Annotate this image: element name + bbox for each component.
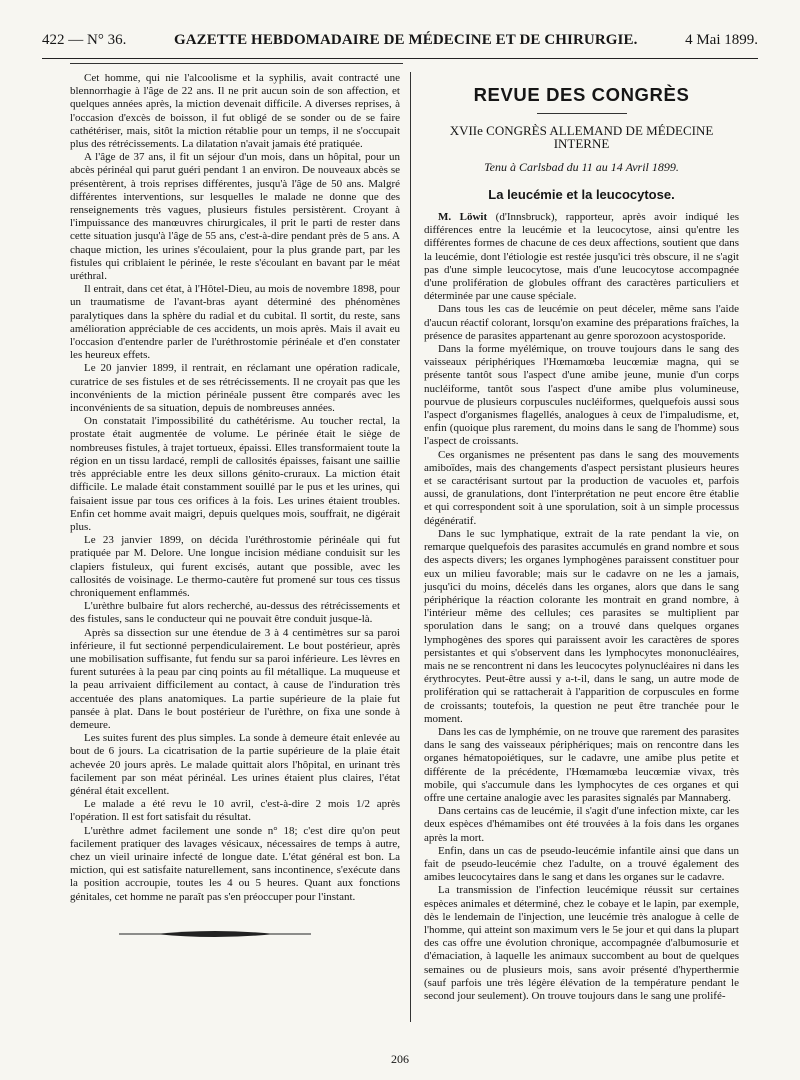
running-header xyxy=(42,32,758,49)
paragraph: Dans tous les cas de leucémie on peut déceler, même sans l'aide d'aucun réactif colorant, lorsqu'on examine des préparations fraîches, la présence de parasites appartenant au genre sporozoon acystosporide. xyxy=(424,303,739,342)
paragraph-text: (d'Innsbruck), rapporteur, après avoir indiqué les différences entre la leucémie et la leucocytose, ainsi qu'entre les différentes formes de chacune de ces deux affections, soutient que dans la leucémie, dont l'étiologie est restée jusqu'ici très obscure, il ne s'agit pas d'une simple leucocytose, mais d'une leucocytose accompagnée d'une prolifération de globules offrant des caractères particuliers et déterminée par une cause spéciale. xyxy=(424,211,739,303)
congress-subtitle: Tenu à Carlsbad du 11 au 14 Avril 1899. xyxy=(484,159,679,174)
title-rule xyxy=(537,113,627,114)
page-issue-number: 422 — N° 36. xyxy=(42,32,127,48)
paragraph xyxy=(424,211,739,303)
paragraph: Les suites furent des plus simples. La sonde à demeure était enlevée au bout de 6 jours. La cicatrisation de la partie supérieure de la plaie était achevée 20 jours après. Le malade quittait alors l'hôpital, en urinant très facilement par son méat périnéal. Les urines étaient plus claires, l'état général était excellent. xyxy=(70,732,400,797)
paragraph: Dans les cas de lymphémie, on ne trouve que rarement des parasites dans le sang des vaisseaux périphériques; mais on rencontre dans les organes hématopoiétiques, sur le cadavre, une amibe plus petite et différente de la précédente, l'Hœmamœba leucœmiæ vivax, très mobile, qui s'accumule dans les lymphocytes de ces organes et qui offre une certaine analogie avec les parasites signalés par Mannaberg. xyxy=(424,725,739,804)
paragraph: Dans le suc lymphatique, extrait de la rate pendant la vie, on remarque quelquefois des parasites accumulés en grand nombre et sous des aspects divers; les organes lymphogènes paraissent constituer pour eux un milieu favorable; mais sur le cadavre on ne les a jamais, jusqu'ici du moins, décelés dans les organes, alors que dans le sang périphérique la réaction colorante les montrait en grand nombre, à l'intérieur même des cellules; ces parasites se multiplient par sporulation dans le sang; on a trouvé dans quelques organes lymphogènes des spores qui paraissent avoir les caractères de spores persistantes et qui s'observent dans les lymphocytes mononucléaires, mais ne se rencontrent ni dans les leucocytes polynucléaires ni dans les érythrocytes. Peut-être aussi y a-t-il, dans le sang, un autre mode de prolifération qui se rattacherait à l'apparition de corpuscules en forme de croissants; toutefois, la question ne peut être tranchée pour le moment. xyxy=(424,527,739,725)
paragraph: Après sa dissection sur une étendue de 3 à 4 centimètres sur sa paroi inférieure, il fut sectionné perpendiculairement. Le bout postérieur, après une mobilisation suffisante, fut fendu sur sa paroi inférieure. Les lèvres en furent suturées à la peau par cinq points au fil métallique. La muqueuse et la peau arrivaient difficilement au contact, à cause de l'induration très accentuée des plans anatomiques. La partie supérieure de la plaie fut pansée à plat. Dans le bout postérieur de l'urèthre, on fixa une sonde à demeure. xyxy=(70,626,400,731)
paragraph: Le 23 janvier 1899, on décida l'uréthrostomie périnéale qui fut pratiquée par M. Delore. Une longue incision médiane conduisit sur les clapiers fistuleux, qui furent excisés, autant que possible, avec les callosités de voisinage. Le thermo-cautère fut promené sur tous ces tissus chroniquement enflammés. xyxy=(70,534,400,599)
paragraph: Dans certains cas de leucémie, il s'agit d'une infection mixte, car les deux espèces d'hémamibes ont été trouvées à la fois dans les organes après la mort. xyxy=(424,805,739,844)
paragraph: Ces organismes ne présentent pas dans le sang des mouvements amiboïdes, mais des changements d'aspect persistant plusieurs heures et se caractérisant surtout par la production de vacuoles et, parfois aussi, de granulations, dont l'interprétation ne peut encore être établie et qui correspondent soit à une sporulation, soit à un simple processus dégénératif. xyxy=(424,448,739,527)
paragraph: Le 20 janvier 1899, il rentrait, en réclamant une opération radicale, curatrice de ses fistules et de ses rétrécissements. Il ne croyait pas que les inconvénients de la miction périnéale pussent être comparés avec les inconvénients de sa situation, depuis de nombreuses années. xyxy=(70,362,400,415)
paragraph: Enfin, dans un cas de pseudo-leucémie infantile ainsi que dans un fait de pseudo-leucémie chez l'adulte, on a trouvé également des amibes leucocytaires dans le sang et dans les organes sur le cadavre. xyxy=(424,844,739,884)
paragraph: A l'âge de 37 ans, il fit un séjour d'un mois, dans un hôpital, pour un abcès périnéal qui parut guéri pendant 1 an environ. De nouveaux abcès se présentèrent, à trois reprises différentes, jusqu'à l'âge de 50 ans. Malgré différentes interventions, sur lesquelles le malade ne donne que des renseignements très vagues, plusieurs fistules persistèrent. Croyant à l'impuissance des manœuvres chirurgicales, il prit le parti de rester dans cette situation jusqu'à l'âge de 55 ans, c'est-à-dire pendant près de 5 ans. A chaque miction, les urines s'écoulaient, pour la plus grande part, par les fistules qui criblaient le périnée, le reste s'écoulant en bavant par le méat uréthral. xyxy=(70,151,400,283)
paragraph: On constatait l'impossibilité du cathétérisme. Au toucher rectal, la prostate était augmentée de volume. Le périnée était le siège de nombreuses fistules, à trajet tortueux, épaissi. Elles transformaient toute la région en un tissu lardacé, rempli de callosités épaisses, faisant une saillie très appréciable entre les deux sillons génito-cruraux. La miction était difficile. Le malade était constamment souillé par le pus et les urines, qui faisaient issue par tous ces orifices à la fois. Les urines étaient troubles. Enfin cet homme avait maigri, depuis quelques mois, souffrait, ne digérait plus. xyxy=(70,415,400,533)
paragraph: Il entrait, dans cet état, à l'Hôtel-Dieu, au mois de novembre 1898, pour un traumatisme de l'avant-bras ayant déterminé des phénomènes paralytiques dans la sphère du radial et du cubital. Il sortit, du reste, sans amélioration appréciable de ces accidents, un mois après. Mais il avait eu l'occasion d'entendre parler de l'uréthrostomie périnéale et d'en constater les heureux effets. xyxy=(70,283,400,362)
left-column xyxy=(70,72,400,940)
paragraph: L'urèthre admet facilement une sonde n° 18; c'est dire qu'on peut facilement pratiquer des lavages vésicaux, nécessaires de temps à autre, chez un vieil urinaire infecté de longue date. L'état général est bon. La miction, qui est satisfaite naturellement, sans incontinence, s'exécute dans la position accroupie, toutes les 4 ou 5 heures. Quant aux fonctions génitales, cet homme ne paraît pas s'en préoccuper pour l'instant. xyxy=(70,824,400,903)
paragraph: L'urèthre bulbaire fut alors recherché, au-dessus des rétrécissements et des fistules, sans le conducteur qui ne pouvait être conduit jusque-là. xyxy=(70,600,400,626)
end-ornament xyxy=(115,928,315,940)
page-number: 206 xyxy=(391,1052,409,1066)
section-title: REVUE DES CONGRÈS xyxy=(473,84,690,105)
paragraph: Le malade a été revu le 10 avril, c'est-à-dire 2 mois 1/2 après l'opération. Il est fort satisfait du résultat. xyxy=(70,798,400,824)
left-column-top-rule xyxy=(70,63,403,64)
paragraph: Dans la forme myélémique, on trouve toujours dans le sang des vaisseaux périphériques l'Hœmamœba leucœmiæ magna, qui se présente tantôt sous l'aspect d'une amibe jeune, munie d'un corps nucléiforme, tantôt sous l'aspect d'une amibe plus volumineuse, pourvue de plusieurs corpuscules nucléiformes, quelquefois aussi sous l'aspect d'organismes flagellés, analogues à ceux de l'impaludisme, et, enfin (quoique plus rarement, du moins dans le sang de l'homme) sous l'aspect de croissants. xyxy=(424,343,739,448)
right-column xyxy=(424,72,739,1003)
paragraph: La transmission de l'infection leucémique réussit sur certaines espèces animales et déterminé, chez le cobaye et le lapin, par exemple, dès le lendemain de l'injection, une leucémie très analogue à celle de l'homme, qui atteint son maximum vers le 5e jour et qui dans la plupart des cas offre une évolution chronique, accompagnée d'albumosurie et d'émaciation, à laquelle les animaux succombent au bout de quelques semaines ou de plusieurs mois, sans avoir présenté d'hyperthermie (sauf parfois une très légère élévation de la température pendant le second jour seulement). On trouve toujours dans le sang une prolifé- xyxy=(424,884,739,1002)
header-rule xyxy=(42,58,758,59)
paragraph: Cet homme, qui nie l'alcoolisme et la syphilis, avait contracté une blennorrhagie à l'âge de 22 ans. Il ne prit aucun soin de son affection, et quelques années après, la miction devenait difficile. A diverses reprises, à l'occasion d'excès de boisson, il fut obligé de se sonder ou de se faire cathétériser, mais, sitôt la miction rétablie pour un temps, il ne s'occupait plus des rétrécissements. La dilatation n'avait jamais été pratiquée. xyxy=(70,72,400,151)
issue-date: 4 Mai 1899. xyxy=(685,32,758,48)
author-name: M. Löwit xyxy=(438,211,488,224)
journal-title: GAZETTE HEBDOMADAIRE DE MÉDECINE ET DE CHIRURGIE. xyxy=(173,32,638,48)
congress-title: XVIIe CONGRÈS ALLEMAND DE MÉDECINE INTERNE xyxy=(449,123,714,152)
article-title: La leucémie et la leucocytose. xyxy=(488,186,675,202)
column-divider xyxy=(410,72,411,1022)
